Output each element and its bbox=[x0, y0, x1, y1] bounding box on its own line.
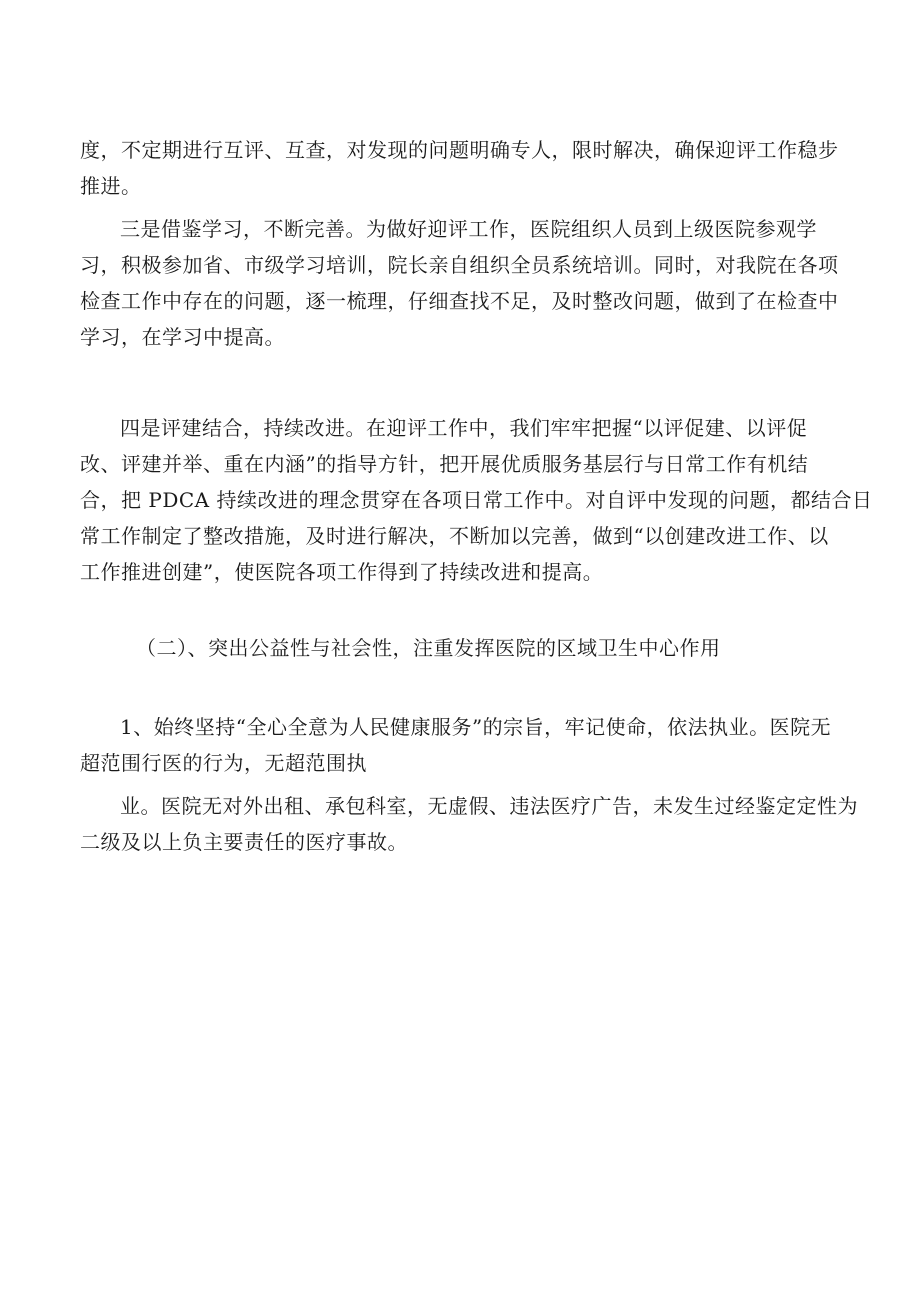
paragraph-line: 业。医院无对外出租、承包科室，无虚假、违法医疗广告，未发生过经鉴定定性为 bbox=[120, 794, 858, 818]
paragraph-learning bbox=[80, 211, 840, 355]
paragraph-line: 超范围行医的行为，无超范围执 bbox=[80, 751, 367, 775]
section-heading-text: （二）、突出公益性与社会性，注重发挥医院的区域卫生中心作用 bbox=[136, 636, 721, 660]
paragraph-line: 推进。 bbox=[80, 174, 142, 198]
paragraph-line: 1、始终坚持“全心全意为人民健康服务”的宗旨，牢记使命，依法执业。医院无 bbox=[120, 715, 832, 739]
section-heading bbox=[80, 630, 840, 666]
paragraph-line: 改、评建并举、重在内涵”的指导方针，把开展优质服务基层行与日常工作有机结 bbox=[80, 452, 809, 476]
paragraph-line: 学习，在学习中提高。 bbox=[80, 325, 285, 349]
paragraph-continuous-improvement bbox=[80, 410, 873, 590]
paragraph-line: 四是评建结合，持续改进。在迎评工作中，我们牢牢把握“以评促建、以评促 bbox=[120, 416, 808, 440]
paragraph-line: 常工作制定了整改措施，及时进行解决，不断加以完善，做到“以创建改进工作、以 bbox=[80, 524, 829, 548]
paragraph-line: 工作推进创建”，使医院各项工作得到了持续改进和提高。 bbox=[80, 560, 604, 584]
paragraph-line: 度，不定期进行互评、互查，对发现的问题明确专人，限时解决，确保迎评工作稳步 bbox=[80, 138, 839, 162]
paragraph-review-process bbox=[80, 132, 840, 204]
paragraph-item-1 bbox=[80, 709, 840, 781]
paragraph-line: 三是借鉴学习，不断完善。为做好迎评工作，医院组织人员到上级医院参观学 bbox=[120, 217, 817, 241]
paragraph-compliance bbox=[80, 788, 858, 860]
paragraph-line: 检查工作中存在的问题，逐一梳理，仔细查找不足，及时整改问题，做到了在检查中 bbox=[80, 289, 839, 313]
paragraph-line: 合，把 PDCA 持续改进的理念贯穿在各项日常工作中。对自评中发现的问题，都结合日 bbox=[80, 488, 873, 512]
paragraph-line: 习，积极参加省、市级学习培训，院长亲自组织全员系统培训。同时，对我院在各项 bbox=[80, 253, 839, 277]
paragraph-line: 二级及以上负主要责任的医疗事故。 bbox=[80, 830, 408, 854]
